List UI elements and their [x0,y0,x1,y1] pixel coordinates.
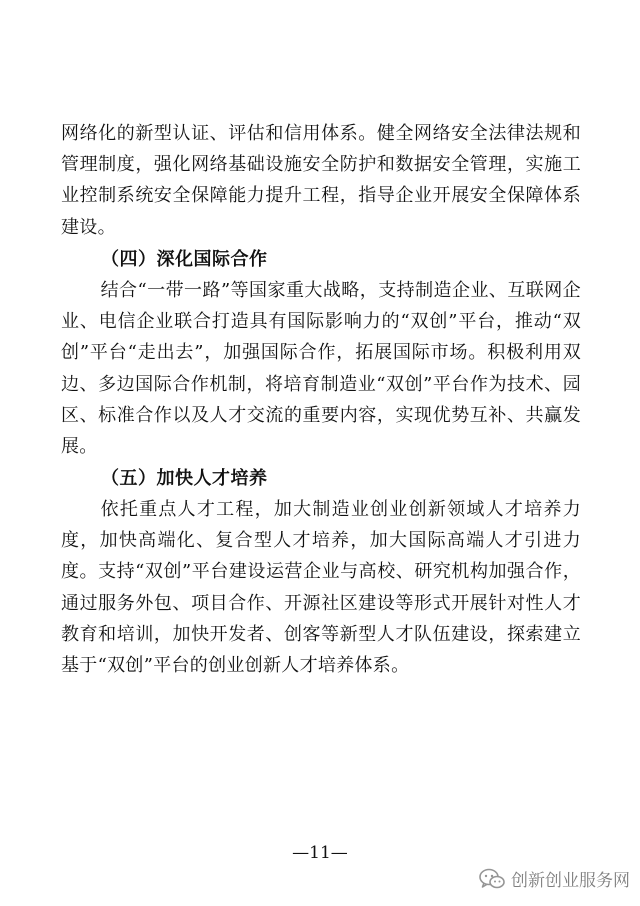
section-heading-4: （四）深化国际合作 [101,249,268,270]
watermark-text: 创新创业服务网 [511,871,630,891]
paragraph-continuation-block [61,118,581,243]
watermark [479,866,630,891]
page-number: —11— [292,843,348,863]
section-heading-5: （五）加快人才培养 [101,468,268,489]
section-4-body-block [61,275,581,462]
section-5-body: 依托重点人才工程，加大制造业创业创新领域人才培养力度，加快高端化、复合型人才培养，加大国际高端人才引进力度。支持“双创”平台建设运营企业与高校、研究机构加强合作，通过服务外包、项目合作、开源社区建设等形式开展针对性人才教育和培训，加快开发者、创客等新型人才队伍建设，探索建立基于“双创”平台的创业创新人才培养体系。 [61,499,581,677]
paragraph-continuation: 网络化的新型认证、评估和信用体系。健全网络安全法律法规和管理制度，强化网络基础设施安全防护和数据安全管理，实施工业控制系统安全保障能力提升工程，指导企业开展安全保障体系建设。 [61,123,581,238]
section-4-body: 结合“一带一路”等国家重大战略，支持制造企业、互联网企业、电信企业联合打造具有国际影响力的“双创”平台，推动“双创”平台“走出去”，加强国际合作，拓展国际市场。积极利用双边、多边国际合作机制，将培育制造业“双创”平台作为技术、园区、标准合作以及人才交流的重要内容，实现优势互补、共赢发展。 [61,280,581,458]
wechat-icon [479,868,505,890]
section-5-body-block [61,494,581,681]
